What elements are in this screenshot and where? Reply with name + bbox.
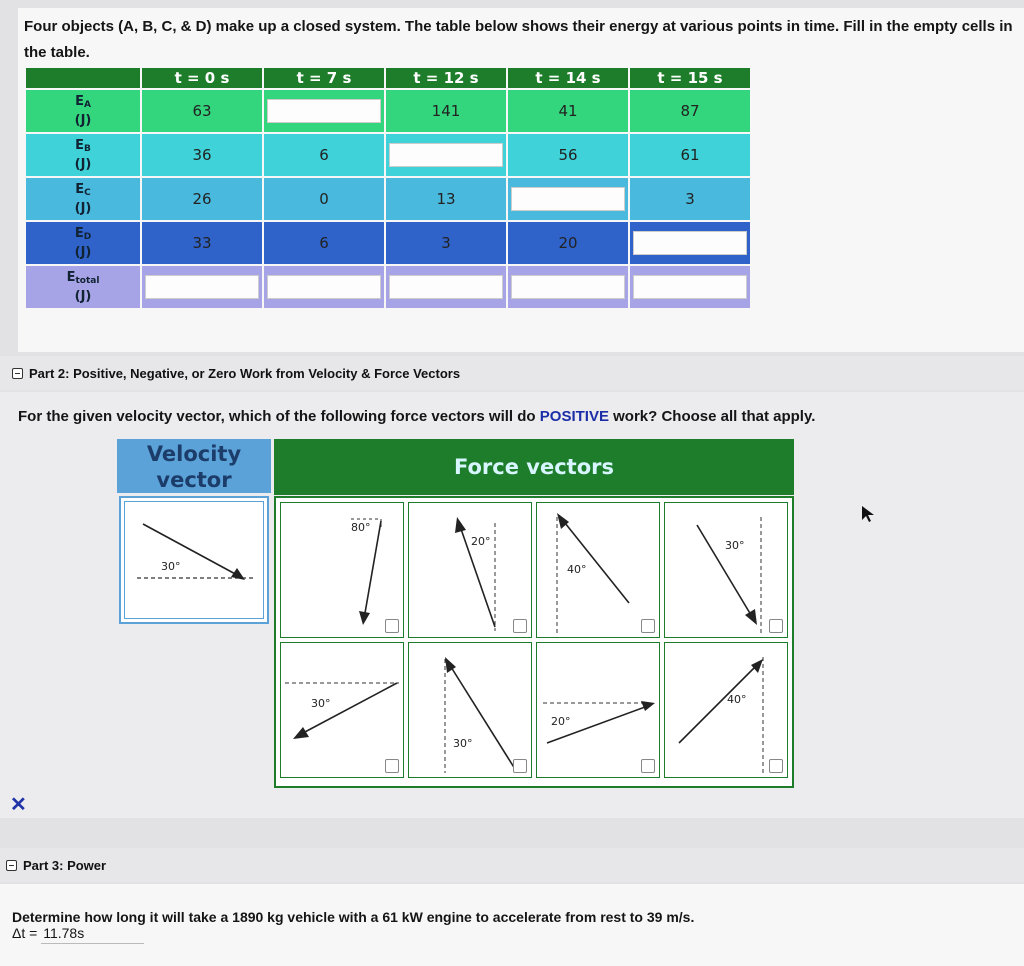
energy-input-cell[interactable] xyxy=(264,90,384,132)
answer-label: Δt = xyxy=(12,925,42,941)
force-option-2-checkbox[interactable] xyxy=(513,619,527,633)
force-angle-label: 20° xyxy=(551,715,571,728)
energy-value-cell: 6 xyxy=(264,134,384,176)
part3-title: Part 3: Power xyxy=(23,857,107,873)
force-option-7-checkbox[interactable] xyxy=(641,759,655,773)
x-mark-icon: ✕ xyxy=(10,794,27,816)
energy-value-cell: 61 xyxy=(630,134,750,176)
table-row xyxy=(26,222,750,264)
table-row xyxy=(26,266,750,308)
force-heading: Force vectors xyxy=(274,439,794,495)
energy-input[interactable] xyxy=(511,187,625,211)
force-angle-label: 30° xyxy=(311,697,331,710)
answer-input[interactable]: 11.78s xyxy=(41,925,144,944)
energy-input-cell[interactable] xyxy=(508,178,628,220)
energy-input[interactable] xyxy=(145,275,259,299)
question-text: For the given velocity vector, which of the following force vectors will do xyxy=(18,408,540,425)
col-header: t = 12 s xyxy=(386,68,506,88)
row-label: $E_C$ (J) xyxy=(26,178,140,220)
force-option-8[interactable] xyxy=(664,642,788,778)
force-option-5-checkbox[interactable] xyxy=(385,759,399,773)
part3-header[interactable] xyxy=(0,848,1024,882)
energy-input-cell[interactable] xyxy=(630,266,750,308)
velocity-vector-frame xyxy=(124,501,264,619)
velocity-vector-box xyxy=(119,496,269,624)
energy-value-cell: 20 xyxy=(508,222,628,264)
row-label: $E_B$ (J) xyxy=(26,134,140,176)
question-text-end: work? Choose all that apply. xyxy=(608,408,816,425)
energy-value-cell: 13 xyxy=(386,178,506,220)
table-row xyxy=(26,178,750,220)
force-option-1-checkbox[interactable] xyxy=(385,619,399,633)
part3-panel xyxy=(0,884,1024,966)
force-angle-label: 30° xyxy=(453,737,473,750)
answer-row xyxy=(12,925,144,944)
part2-title: Part 2: Positive, Negative, or Zero Work from Velocity & Force Vectors xyxy=(29,365,461,381)
energy-input[interactable] xyxy=(389,275,503,299)
force-option-3-checkbox[interactable] xyxy=(641,619,655,633)
force-option-3[interactable] xyxy=(536,502,660,638)
force-vector-grid xyxy=(274,496,794,788)
part1-instructions: Four objects (A, B, C, & D) make up a closed system. The table below shows their energy at various points in time. Fill in the empty cells in the table. xyxy=(24,18,1013,61)
force-option-8-checkbox[interactable] xyxy=(769,759,783,773)
energy-value-cell: 33 xyxy=(142,222,262,264)
force-angle-label: 40° xyxy=(727,693,747,706)
force-option-2[interactable] xyxy=(408,502,532,638)
row-label: $E_D$ (J) xyxy=(26,222,140,264)
velocity-heading-text: Velocity vector xyxy=(146,442,242,492)
energy-input-cell[interactable] xyxy=(630,222,750,264)
force-angle-label: 20° xyxy=(471,535,491,548)
force-option-5[interactable] xyxy=(280,642,404,778)
force-option-1[interactable] xyxy=(280,502,404,638)
force-option-4[interactable] xyxy=(664,502,788,638)
energy-value-cell: 41 xyxy=(508,90,628,132)
col-header: t = 0 s xyxy=(142,68,262,88)
energy-input-cell[interactable] xyxy=(386,134,506,176)
energy-input[interactable] xyxy=(633,231,747,255)
velocity-angle-label: 30° xyxy=(161,560,181,573)
energy-input[interactable] xyxy=(511,275,625,299)
energy-input-cell[interactable] xyxy=(264,266,384,308)
part2-question xyxy=(18,408,815,425)
energy-input-cell[interactable] xyxy=(508,266,628,308)
energy-value-cell: 0 xyxy=(264,178,384,220)
table-row xyxy=(26,90,750,132)
energy-value-cell: 141 xyxy=(386,90,506,132)
row-label: $E_A$ (J) xyxy=(26,90,140,132)
energy-value-cell: 3 xyxy=(386,222,506,264)
question-emphasis: POSITIVE xyxy=(539,408,609,425)
force-angle-label: 80° xyxy=(351,521,371,534)
energy-value-cell: 36 xyxy=(142,134,262,176)
energy-value-cell: 56 xyxy=(508,134,628,176)
col-header: t = 7 s xyxy=(264,68,384,88)
force-option-7[interactable] xyxy=(536,642,660,778)
part2-header[interactable] xyxy=(0,356,1024,390)
part3-question: Determine how long it will take a 1890 kg vehicle with a 61 kW engine to accelerate from rest to 39 m/s. xyxy=(12,909,695,925)
force-angle-label: 30° xyxy=(725,539,745,552)
energy-input[interactable] xyxy=(389,143,503,167)
col-header: t = 14 s xyxy=(508,68,628,88)
force-option-4-checkbox[interactable] xyxy=(769,619,783,633)
force-angle-label: 40° xyxy=(567,563,587,576)
mouse-cursor-icon xyxy=(860,504,876,524)
energy-table xyxy=(24,66,752,310)
energy-input-cell[interactable] xyxy=(142,266,262,308)
energy-value-cell: 26 xyxy=(142,178,262,220)
energy-input-cell[interactable] xyxy=(386,266,506,308)
collapse-icon[interactable] xyxy=(12,368,23,379)
row-label: $E_{total}$ (J) xyxy=(26,266,140,308)
velocity-heading xyxy=(117,439,271,493)
energy-input[interactable] xyxy=(633,275,747,299)
table-row xyxy=(26,134,750,176)
force-option-6-checkbox[interactable] xyxy=(513,759,527,773)
collapse-icon[interactable] xyxy=(6,860,17,871)
energy-value-cell: 6 xyxy=(264,222,384,264)
energy-value-cell: 63 xyxy=(142,90,262,132)
energy-value-cell: 3 xyxy=(630,178,750,220)
energy-input[interactable] xyxy=(267,275,381,299)
energy-value-cell: 87 xyxy=(630,90,750,132)
col-header: t = 15 s xyxy=(630,68,750,88)
energy-input[interactable] xyxy=(267,99,381,123)
force-option-6[interactable] xyxy=(408,642,532,778)
table-corner xyxy=(26,68,140,88)
